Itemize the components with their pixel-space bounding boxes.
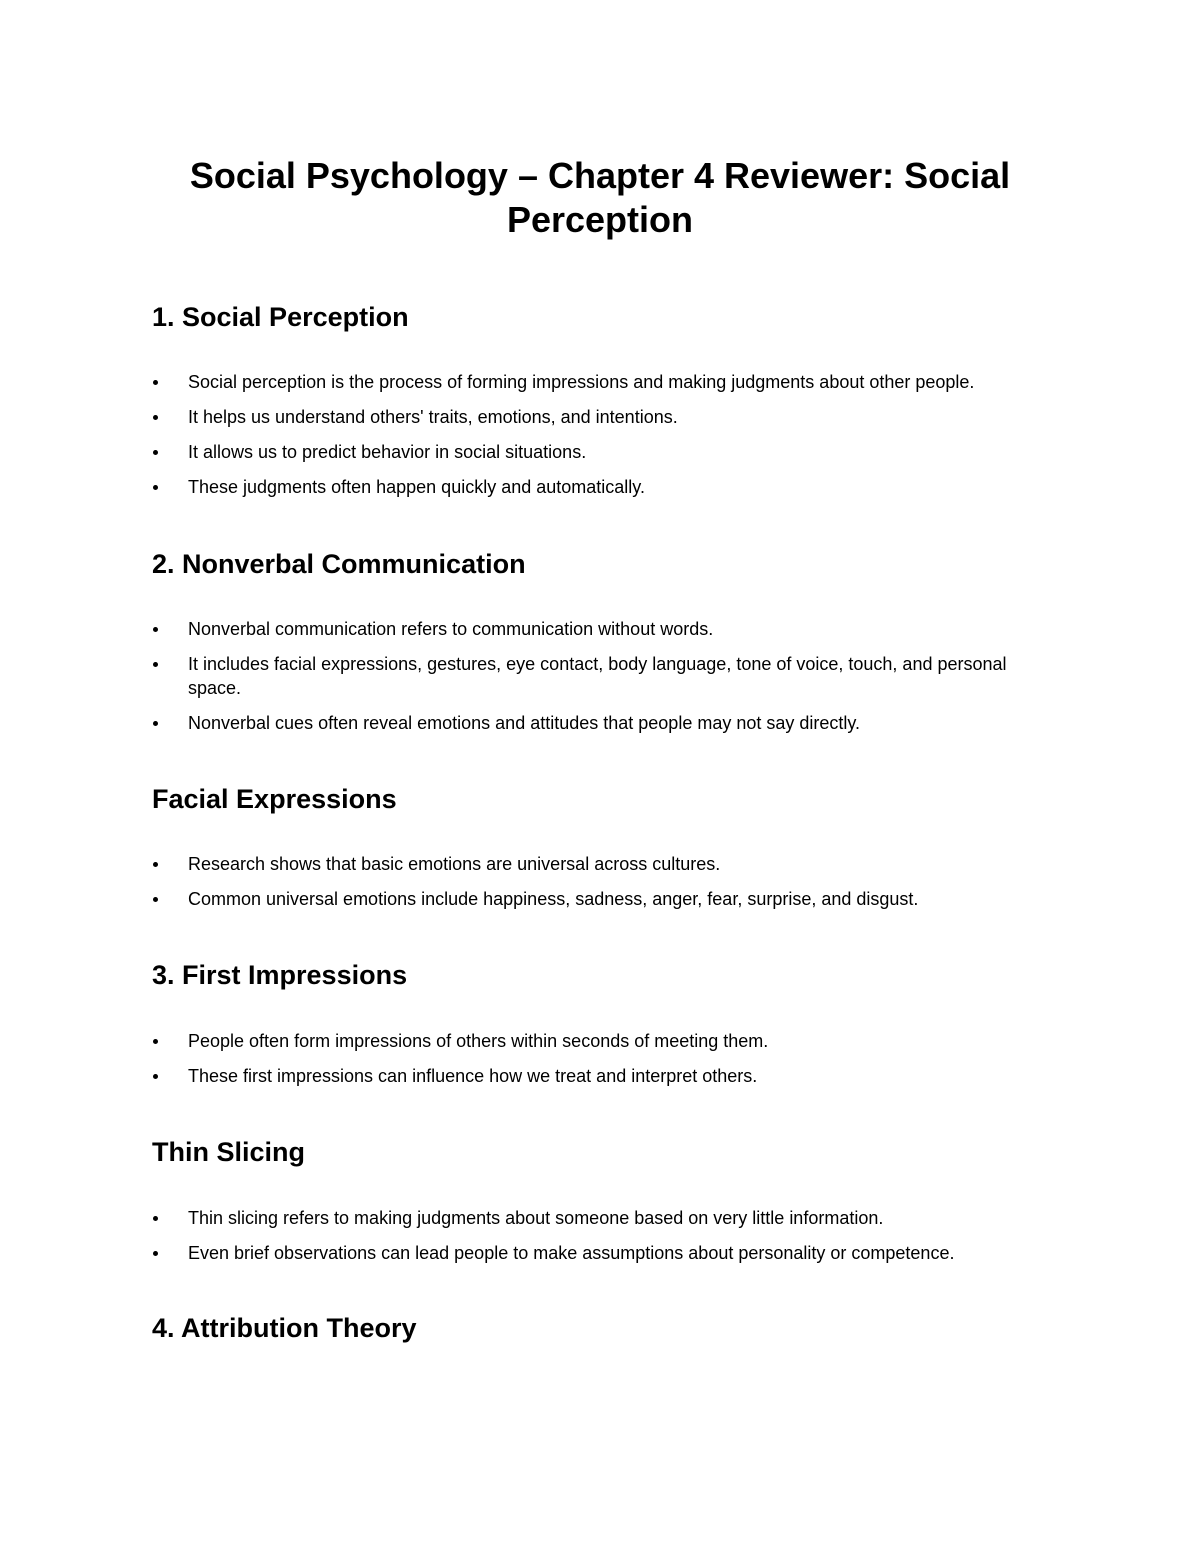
list-item-text: Common universal emotions include happiness, sadness, anger, fear, surprise, and disgust. bbox=[188, 889, 919, 909]
list-item bbox=[152, 1029, 1052, 1053]
bullet-icon bbox=[153, 721, 158, 726]
list-item bbox=[152, 711, 1052, 735]
bullet-list-facial-expressions bbox=[152, 852, 1052, 922]
bullet-icon bbox=[153, 862, 158, 867]
list-item-text: Even brief observations can lead people to make assumptions about personality or competence. bbox=[188, 1243, 955, 1263]
bullet-icon bbox=[153, 450, 158, 455]
bullet-icon bbox=[153, 1039, 158, 1044]
list-item bbox=[152, 1241, 1052, 1265]
section-heading-facial-expressions: Facial Expressions bbox=[152, 784, 397, 814]
section-heading-nonverbal-communication: 2. Nonverbal Communication bbox=[152, 549, 526, 579]
bullet-icon bbox=[153, 485, 158, 490]
list-item-text: Research shows that basic emotions are universal across cultures. bbox=[188, 854, 721, 874]
list-item bbox=[152, 887, 1052, 911]
section-heading-thin-slicing: Thin Slicing bbox=[152, 1137, 305, 1167]
list-item bbox=[152, 405, 1052, 429]
bullet-icon bbox=[153, 627, 158, 632]
list-item-text: It allows us to predict behavior in social situations. bbox=[188, 442, 587, 462]
list-item-text: Nonverbal communication refers to communication without words. bbox=[188, 619, 714, 639]
list-item-text: Nonverbal cues often reveal emotions and attitudes that people may not say directly. bbox=[188, 713, 861, 733]
list-item-text: It includes facial expressions, gestures, eye contact, body language, tone of voice, touch, and personal space. bbox=[188, 654, 1007, 698]
list-item-text: These first impressions can influence how we treat and interpret others. bbox=[188, 1066, 758, 1086]
section-heading-first-impressions: 3. First Impressions bbox=[152, 960, 408, 990]
bullet-icon bbox=[153, 415, 158, 420]
bullet-list-first-impressions bbox=[152, 1029, 1052, 1099]
bullet-icon bbox=[153, 1074, 158, 1079]
list-item bbox=[152, 370, 1052, 394]
list-item-text: Thin slicing refers to making judgments about someone based on very little information. bbox=[188, 1208, 884, 1228]
bullet-icon bbox=[153, 662, 158, 667]
list-item-text: These judgments often happen quickly and automatically. bbox=[188, 477, 645, 497]
list-item bbox=[152, 1064, 1052, 1088]
bullet-list-social-perception bbox=[152, 370, 1052, 510]
list-item bbox=[152, 652, 1052, 700]
list-item-text: It helps us understand others' traits, emotions, and intentions. bbox=[188, 407, 678, 427]
list-item-text: People often form impressions of others within seconds of meeting them. bbox=[188, 1031, 769, 1051]
list-item bbox=[152, 475, 1052, 499]
section-heading-social-perception: 1. Social Perception bbox=[152, 302, 409, 332]
bullet-list-thin-slicing bbox=[152, 1206, 1052, 1276]
list-item bbox=[152, 440, 1052, 464]
bullet-icon bbox=[153, 1216, 158, 1221]
document-title: Social Psychology – Chapter 4 Reviewer: Social Perception bbox=[189, 155, 1011, 240]
list-item bbox=[152, 1206, 1052, 1230]
list-item-text: Social perception is the process of forming impressions and making judgments about other people. bbox=[188, 372, 975, 392]
section-heading-attribution-theory: 4. Attribution Theory bbox=[152, 1313, 417, 1343]
bullet-icon bbox=[153, 380, 158, 385]
bullet-list-nonverbal-communication bbox=[152, 617, 1052, 746]
bullet-icon bbox=[153, 1251, 158, 1256]
list-item bbox=[152, 617, 1052, 641]
bullet-icon bbox=[153, 897, 158, 902]
list-item bbox=[152, 852, 1052, 876]
